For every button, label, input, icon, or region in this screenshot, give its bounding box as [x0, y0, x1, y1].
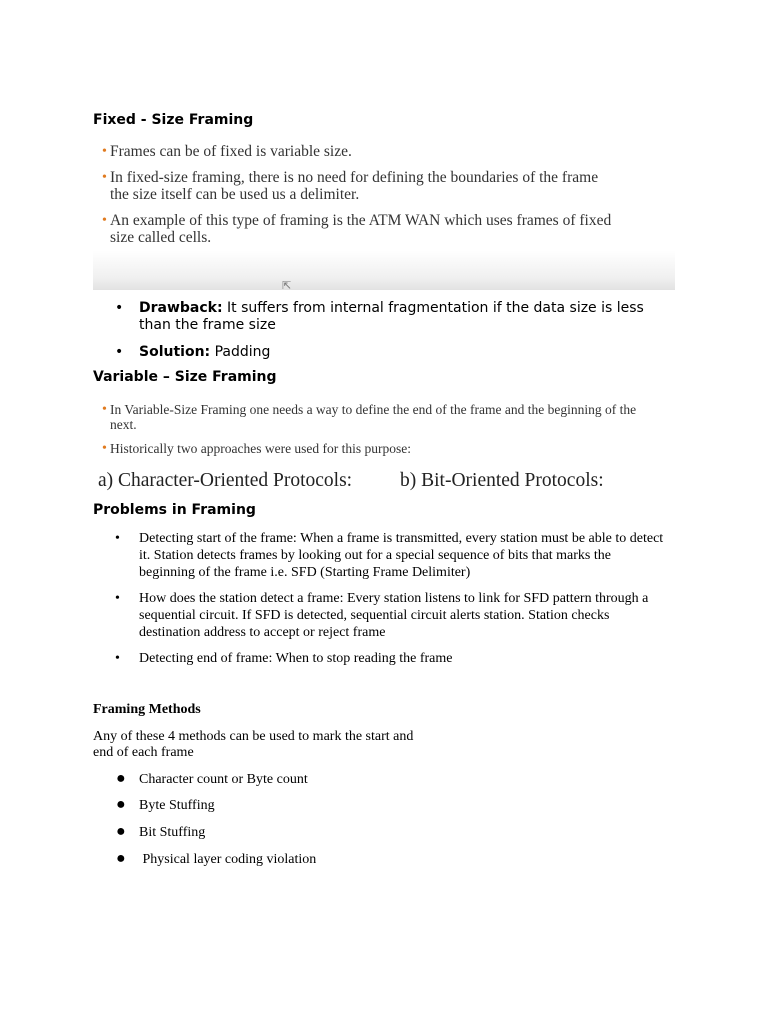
drawback-label: Drawback: [139, 300, 223, 316]
bullet-dot-icon: • [102, 402, 107, 417]
framing-methods-intro: Any of these 4 methods can be used to mark the start and end of each frame [93, 729, 414, 760]
slide-bullet: • Frames can be of fixed is variable size. [102, 143, 352, 160]
bullet-dot-icon: • [102, 213, 107, 228]
character-oriented-label: a) Character-Oriented Protocols: [98, 470, 353, 491]
mouse-cursor-icon: ⇱ [282, 280, 292, 292]
fixed-size-heading: Fixed - Size Framing [93, 112, 254, 128]
bullet-icon: • [115, 344, 124, 360]
bit-oriented-label: b) Bit-Oriented Protocols: [400, 470, 604, 491]
framing-methods-heading: Framing Methods [93, 702, 201, 717]
bullet-icon: ● [116, 823, 126, 840]
bullet-dot-icon: • [102, 441, 107, 456]
bullet-icon: • [115, 651, 120, 666]
slide-bullet: • Historically two approaches were used for this purpose: [102, 441, 412, 456]
bullet-icon: ● [116, 770, 126, 787]
variable-size-heading: Variable – Size Framing [93, 369, 277, 385]
bullet-dot-icon: • [102, 170, 107, 185]
bullet-icon: ● [116, 796, 126, 813]
solution-label: Solution: [139, 344, 211, 360]
slide-bullet: • An example of this type of framing is the ATM WAN which uses frames of fixed size called cells. [102, 212, 612, 246]
slide-bullet: • In Variable-Size Framing one needs a way to define the end of the frame and the beginning of the next. [102, 402, 637, 432]
fixed-size-slide-image [93, 138, 675, 290]
bullet-dot-icon: • [102, 144, 107, 159]
bullet-icon: • [115, 300, 124, 316]
slide-bullet: • In fixed-size framing, there is no need for defining the boundaries of the frame the size itself can be used us a delimiter. [102, 169, 599, 203]
bullet-icon: • [115, 531, 120, 546]
protocol-labels [98, 470, 604, 492]
problems-heading: Problems in Framing [93, 502, 256, 518]
variable-size-slide-image [93, 395, 675, 497]
bullet-icon: ● [116, 850, 126, 867]
bullet-icon: • [115, 591, 120, 606]
